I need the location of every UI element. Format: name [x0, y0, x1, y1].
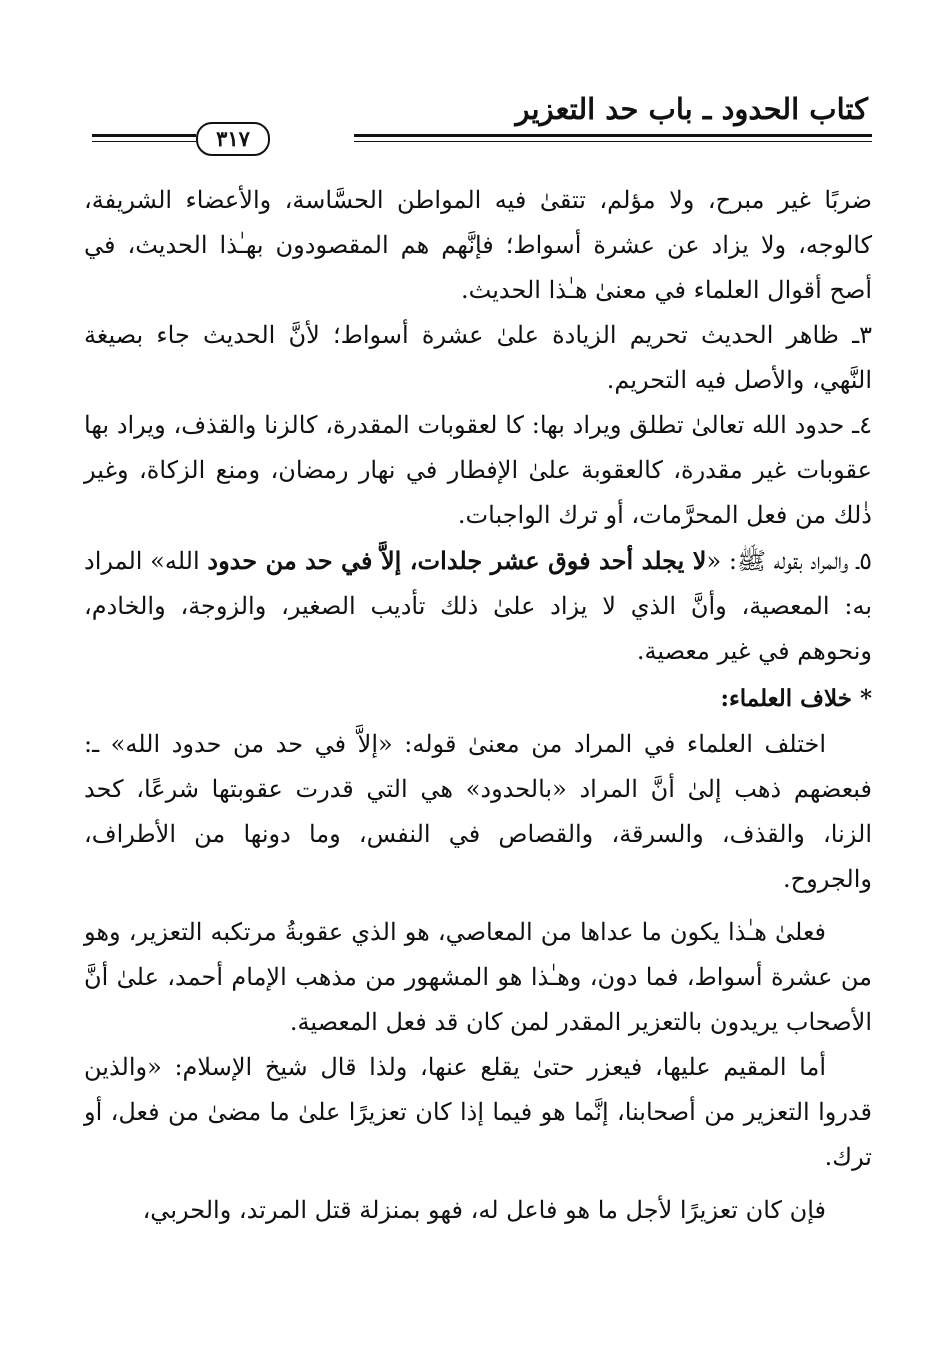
paragraph: فعلىٰ هـٰذا يكون ما عداها من المعاصي، هو الذي عقوبةُ مرتكبه التعزير، وهو من عشرة أسواط، فما دون، وهـٰذا هو المشهور من مذهب الإمام أحمد، علىٰ أنَّ الأصحاب يريدون بالتعزير المقدر لمن كان قد فعل المعصية.: [84, 918, 872, 1036]
header-rule: [92, 141, 196, 142]
point-lead: ٥ـ والمراد بقوله ﷺ: «: [706, 547, 873, 575]
numbered-point: ٣ـ ظاهر الحديث تحريم الزيادة علىٰ عشرة أسواط؛ لأنَّ الحديث جاء بصيغة النَّهي، والأصل فيه التحريم.: [84, 321, 872, 394]
main-text: [84, 178, 872, 1233]
paragraph: اختلف العلماء في المراد من معنىٰ قوله: «إلاَّ في حد من حدود الله» ـ: فبعضهم ذهب إلىٰ أنَّ المراد «بالحدود» هي التي قدرت عقوبتها شرعًا، كحد الزنا، والقذف، والسرقة، والقصاص في النفس، وما دونها من الأطراف، والجروح.: [84, 730, 872, 893]
book-page: [84, 92, 872, 1352]
header-rule: [92, 134, 196, 137]
section-heading: * خلاف العلماء:: [720, 685, 872, 712]
point-tail: الله» المراد به: المعصية، وأنَّ الذي لا يزاد علىٰ ذلك تأديب الصغير، والزوجة، والخادم، ونحوهم في غير معصية.: [84, 547, 873, 665]
numbered-point: ٤ـ حدود الله تعالىٰ تطلق ويراد بها: كا لعقوبات المقدرة، كالزنا والقذف، ويراد بها عقوبات غير مقدرة، كالعقوبة علىٰ الإفطار في نهار رمضان، ومنع الزكاة، وغير ذٰلك من فعل المحرَّمات، أو ترك الواجبات.: [84, 411, 872, 529]
numbered-point: [84, 538, 872, 674]
page-header: [84, 92, 872, 164]
header-rule: [354, 141, 872, 142]
page-number: ٣١٧: [196, 122, 270, 156]
paragraph: أما المقيم عليها، فيعزر حتىٰ يقلع عنها، ولذا قال شيخ الإسلام: «والذين قدروا التعزير من أصحابنا، إنَّما هو فيما إذا كان تعزيرًا علىٰ ما مضىٰ من فعل، أو ترك.: [84, 1053, 872, 1171]
hadith-quote: لا يجلد أحد فوق عشر جلدات، إلاَّ في حد من حدود: [207, 546, 707, 575]
header-rule: [354, 134, 872, 137]
running-title: كتاب الحدود ـ باب حد التعزير: [515, 92, 868, 126]
paragraph: ضربًا غير مبرح، ولا مؤلم، تتقىٰ فيه المواطن الحسَّاسة، والأعضاء الشريفة، كالوجه، ولا يزاد عن عشرة أسواط؛ فإنَّهم هم المقصودون بهـٰذا الحديث، في أصح أقوال العلماء في معنىٰ هـٰذا الحديث.: [84, 186, 872, 304]
paragraph: فإن كان تعزيرًا لأجل ما هو فاعل له، فهو بمنزلة قتل المرتد، والحربي،: [142, 1196, 826, 1224]
